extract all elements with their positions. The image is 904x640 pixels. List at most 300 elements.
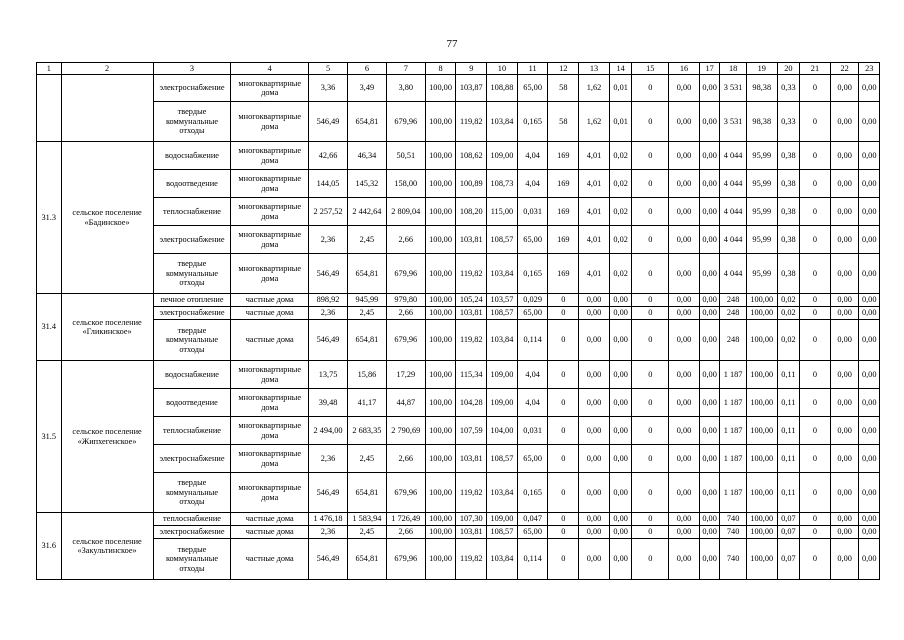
value-cell: 4 044 xyxy=(720,254,747,294)
column-number-header: 21 xyxy=(800,63,831,75)
value-cell: 119,82 xyxy=(456,473,487,513)
value-cell: 100,00 xyxy=(425,445,456,473)
value-cell: 0 xyxy=(800,445,831,473)
value-cell: 105,24 xyxy=(456,294,487,307)
housing-type: многоквартирные дома xyxy=(231,361,309,389)
value-cell: 2,45 xyxy=(347,226,386,254)
value-cell: 0 xyxy=(548,526,579,539)
column-number-header: 10 xyxy=(487,63,518,75)
value-cell: 1 187 xyxy=(720,417,747,445)
value-cell: 0,00 xyxy=(609,320,632,361)
value-cell: 0 xyxy=(632,361,669,389)
value-cell: 145,32 xyxy=(347,170,386,198)
value-cell: 0,031 xyxy=(517,198,548,226)
table-row xyxy=(37,445,880,473)
value-cell: 0,00 xyxy=(859,198,880,226)
value-cell: 0 xyxy=(632,445,669,473)
value-cell: 108,57 xyxy=(487,226,518,254)
table-row xyxy=(37,226,880,254)
table-row xyxy=(37,539,880,580)
value-cell: 0,00 xyxy=(669,539,700,580)
value-cell: 0,00 xyxy=(859,75,880,102)
value-cell: 0 xyxy=(548,294,579,307)
value-cell: 0,00 xyxy=(830,389,859,417)
value-cell: 0 xyxy=(548,445,579,473)
value-cell: 100,00 xyxy=(425,417,456,445)
value-cell: 0,00 xyxy=(669,294,700,307)
value-cell: 0 xyxy=(800,294,831,307)
value-cell: 0 xyxy=(800,389,831,417)
value-cell: 0,38 xyxy=(777,170,800,198)
column-number-header: 22 xyxy=(830,63,859,75)
column-number-header: 1 xyxy=(37,63,62,75)
service-type: твердые коммунальные отходы xyxy=(153,320,231,361)
value-cell: 103,81 xyxy=(456,445,487,473)
value-cell: 65,00 xyxy=(517,226,548,254)
value-cell: 2 494,00 xyxy=(309,417,348,445)
value-cell: 95,99 xyxy=(746,198,777,226)
value-cell: 945,99 xyxy=(347,294,386,307)
value-cell: 103,87 xyxy=(456,75,487,102)
value-cell: 0,029 xyxy=(517,294,548,307)
settlement-name: сельское поселение «Жипхегенское» xyxy=(61,361,153,513)
value-cell: 0,00 xyxy=(609,473,632,513)
value-cell: 0 xyxy=(800,417,831,445)
value-cell: 0,165 xyxy=(517,102,548,142)
table-row xyxy=(37,102,880,142)
column-number-header: 19 xyxy=(746,63,777,75)
value-cell: 95,99 xyxy=(746,226,777,254)
value-cell: 0,00 xyxy=(699,513,719,526)
value-cell: 1 187 xyxy=(720,445,747,473)
value-cell: 0,00 xyxy=(699,226,719,254)
value-cell: 41,17 xyxy=(347,389,386,417)
housing-type: многоквартирные дома xyxy=(231,254,309,294)
value-cell: 0 xyxy=(800,198,831,226)
value-cell: 0,00 xyxy=(859,294,880,307)
value-cell: 119,82 xyxy=(456,539,487,580)
column-number-header: 4 xyxy=(231,63,309,75)
value-cell: 0,00 xyxy=(699,254,719,294)
value-cell: 654,81 xyxy=(347,254,386,294)
value-cell: 115,00 xyxy=(487,198,518,226)
value-cell: 740 xyxy=(720,539,747,580)
value-cell: 2,36 xyxy=(309,526,348,539)
value-cell: 95,99 xyxy=(746,254,777,294)
value-cell: 13,75 xyxy=(309,361,348,389)
value-cell: 0,00 xyxy=(609,307,632,320)
value-cell: 0,00 xyxy=(669,170,700,198)
value-cell: 0,00 xyxy=(609,417,632,445)
service-type: печное отопление xyxy=(153,294,231,307)
value-cell: 0 xyxy=(632,254,669,294)
settlement-code xyxy=(37,75,62,142)
value-cell: 0 xyxy=(800,473,831,513)
table-row xyxy=(37,417,880,445)
value-cell: 0,00 xyxy=(699,294,719,307)
value-cell: 0,00 xyxy=(699,142,719,170)
value-cell: 0,00 xyxy=(830,513,859,526)
value-cell: 103,81 xyxy=(456,307,487,320)
value-cell: 0,00 xyxy=(830,226,859,254)
settlement-code: 31.4 xyxy=(37,294,62,361)
table-row xyxy=(37,254,880,294)
value-cell: 100,00 xyxy=(425,513,456,526)
value-cell: 0 xyxy=(632,142,669,170)
value-cell: 0,00 xyxy=(830,473,859,513)
table-row xyxy=(37,142,880,170)
column-number-header: 16 xyxy=(669,63,700,75)
value-cell: 740 xyxy=(720,513,747,526)
value-cell: 100,00 xyxy=(746,320,777,361)
value-cell: 3 531 xyxy=(720,102,747,142)
table-row xyxy=(37,320,880,361)
service-type: водоотведение xyxy=(153,170,231,198)
value-cell: 0,00 xyxy=(859,539,880,580)
value-cell: 15,86 xyxy=(347,361,386,389)
value-cell: 1 726,49 xyxy=(386,513,425,526)
value-cell: 0 xyxy=(548,539,579,580)
value-cell: 0,00 xyxy=(859,389,880,417)
value-cell: 0 xyxy=(800,102,831,142)
value-cell: 0,00 xyxy=(859,320,880,361)
column-number-header: 9 xyxy=(456,63,487,75)
value-cell: 0,00 xyxy=(859,473,880,513)
value-cell: 100,00 xyxy=(425,294,456,307)
value-cell: 0 xyxy=(632,320,669,361)
value-cell: 679,96 xyxy=(386,539,425,580)
value-cell: 4,04 xyxy=(517,361,548,389)
value-cell: 4,01 xyxy=(579,226,610,254)
value-cell: 0 xyxy=(548,320,579,361)
value-cell: 0 xyxy=(800,361,831,389)
housing-type: многоквартирные дома xyxy=(231,198,309,226)
value-cell: 0,114 xyxy=(517,320,548,361)
value-cell: 0 xyxy=(632,170,669,198)
value-cell: 65,00 xyxy=(517,445,548,473)
value-cell: 108,57 xyxy=(487,526,518,539)
value-cell: 119,82 xyxy=(456,320,487,361)
value-cell: 95,99 xyxy=(746,170,777,198)
column-number-header: 6 xyxy=(347,63,386,75)
column-number-header: 7 xyxy=(386,63,425,75)
value-cell: 1 583,94 xyxy=(347,513,386,526)
table-row xyxy=(37,526,880,539)
column-number-header: 12 xyxy=(548,63,579,75)
value-cell: 0,00 xyxy=(579,320,610,361)
value-cell: 0 xyxy=(800,75,831,102)
value-cell: 100,00 xyxy=(425,307,456,320)
value-cell: 2,36 xyxy=(309,226,348,254)
housing-type: многоквартирные дома xyxy=(231,226,309,254)
value-cell: 546,49 xyxy=(309,254,348,294)
value-cell: 0,00 xyxy=(669,307,700,320)
value-cell: 2,45 xyxy=(347,445,386,473)
value-cell: 546,49 xyxy=(309,539,348,580)
value-cell: 100,00 xyxy=(425,102,456,142)
value-cell: 546,49 xyxy=(309,320,348,361)
value-cell: 65,00 xyxy=(517,526,548,539)
value-cell: 108,88 xyxy=(487,75,518,102)
service-type: электроснабжение xyxy=(153,75,231,102)
value-cell: 0,00 xyxy=(579,526,610,539)
value-cell: 0 xyxy=(632,526,669,539)
value-cell: 0,00 xyxy=(830,102,859,142)
value-cell: 107,59 xyxy=(456,417,487,445)
value-cell: 4,01 xyxy=(579,254,610,294)
value-cell: 0,00 xyxy=(699,361,719,389)
value-cell: 0,00 xyxy=(859,417,880,445)
value-cell: 58 xyxy=(548,75,579,102)
value-cell: 0,02 xyxy=(777,320,800,361)
value-cell: 103,84 xyxy=(487,320,518,361)
value-cell: 0,00 xyxy=(609,389,632,417)
value-cell: 2,66 xyxy=(386,445,425,473)
value-cell: 0,00 xyxy=(830,320,859,361)
value-cell: 0,00 xyxy=(579,539,610,580)
housing-type: частные дома xyxy=(231,526,309,539)
service-type: водоснабжение xyxy=(153,361,231,389)
housing-type: многоквартирные дома xyxy=(231,102,309,142)
value-cell: 0,00 xyxy=(830,75,859,102)
value-cell: 119,82 xyxy=(456,254,487,294)
page-number: 77 xyxy=(446,38,458,50)
value-cell: 98,38 xyxy=(746,102,777,142)
value-cell: 42,66 xyxy=(309,142,348,170)
value-cell: 0 xyxy=(800,320,831,361)
value-cell: 46,34 xyxy=(347,142,386,170)
value-cell: 0,33 xyxy=(777,75,800,102)
value-cell: 654,81 xyxy=(347,539,386,580)
value-cell: 546,49 xyxy=(309,102,348,142)
value-cell: 108,57 xyxy=(487,307,518,320)
value-cell: 0,00 xyxy=(579,294,610,307)
value-cell: 0,00 xyxy=(669,102,700,142)
value-cell: 2,45 xyxy=(347,526,386,539)
value-cell: 0,00 xyxy=(669,75,700,102)
value-cell: 0,07 xyxy=(777,513,800,526)
value-cell: 0 xyxy=(632,539,669,580)
value-cell: 0,02 xyxy=(609,142,632,170)
value-cell: 0,01 xyxy=(609,75,632,102)
value-cell: 0,33 xyxy=(777,102,800,142)
housing-type: многоквартирные дома xyxy=(231,417,309,445)
column-number-header: 3 xyxy=(153,63,231,75)
value-cell: 0,11 xyxy=(777,445,800,473)
value-cell: 4,01 xyxy=(579,198,610,226)
value-cell: 2,66 xyxy=(386,307,425,320)
value-cell: 248 xyxy=(720,294,747,307)
value-cell: 3 531 xyxy=(720,75,747,102)
service-type: водоотведение xyxy=(153,389,231,417)
value-cell: 1 187 xyxy=(720,473,747,513)
value-cell: 0,07 xyxy=(777,539,800,580)
value-cell: 0,047 xyxy=(517,513,548,526)
value-cell: 979,80 xyxy=(386,294,425,307)
value-cell: 0 xyxy=(632,102,669,142)
housing-type: частные дома xyxy=(231,294,309,307)
value-cell: 100,00 xyxy=(425,198,456,226)
value-cell: 0,00 xyxy=(830,170,859,198)
value-cell: 0 xyxy=(632,513,669,526)
settlement-name: сельское поселение «Гликинское» xyxy=(61,294,153,361)
value-cell: 100,00 xyxy=(425,226,456,254)
value-cell: 0,00 xyxy=(669,473,700,513)
value-cell: 0 xyxy=(800,539,831,580)
value-cell: 0,00 xyxy=(699,170,719,198)
value-cell: 3,36 xyxy=(309,75,348,102)
value-cell: 0,00 xyxy=(699,75,719,102)
value-cell: 103,84 xyxy=(487,102,518,142)
value-cell: 0 xyxy=(548,513,579,526)
value-cell: 1 476,18 xyxy=(309,513,348,526)
housing-type: многоквартирные дома xyxy=(231,473,309,513)
value-cell: 103,81 xyxy=(456,226,487,254)
value-cell: 654,81 xyxy=(347,473,386,513)
value-cell: 679,96 xyxy=(386,473,425,513)
value-cell: 0,38 xyxy=(777,254,800,294)
value-cell: 0,00 xyxy=(579,417,610,445)
value-cell: 0,00 xyxy=(579,361,610,389)
value-cell: 1,62 xyxy=(579,102,610,142)
value-cell: 169 xyxy=(548,198,579,226)
value-cell: 0,00 xyxy=(830,417,859,445)
value-cell: 0 xyxy=(800,526,831,539)
value-cell: 0,00 xyxy=(669,417,700,445)
value-cell: 0,11 xyxy=(777,361,800,389)
service-type: теплоснабжение xyxy=(153,417,231,445)
value-cell: 4,01 xyxy=(579,170,610,198)
value-cell: 898,92 xyxy=(309,294,348,307)
column-number-header: 17 xyxy=(699,63,719,75)
value-cell: 0,00 xyxy=(830,526,859,539)
value-cell: 0,00 xyxy=(859,361,880,389)
value-cell: 158,00 xyxy=(386,170,425,198)
housing-type: многоквартирные дома xyxy=(231,75,309,102)
value-cell: 0,00 xyxy=(699,307,719,320)
service-type: электроснабжение xyxy=(153,226,231,254)
value-cell: 0,00 xyxy=(699,539,719,580)
service-type: твердые коммунальные отходы xyxy=(153,539,231,580)
value-cell: 17,29 xyxy=(386,361,425,389)
value-cell: 0,00 xyxy=(579,307,610,320)
value-cell: 0 xyxy=(632,226,669,254)
value-cell: 0,00 xyxy=(669,320,700,361)
table-row xyxy=(37,170,880,198)
value-cell: 0,00 xyxy=(859,226,880,254)
value-cell: 44,87 xyxy=(386,389,425,417)
value-cell: 103,84 xyxy=(487,254,518,294)
value-cell: 100,00 xyxy=(746,473,777,513)
value-cell: 0,00 xyxy=(859,526,880,539)
value-cell: 0,00 xyxy=(669,226,700,254)
value-cell: 2,45 xyxy=(347,307,386,320)
value-cell: 0 xyxy=(632,75,669,102)
value-cell: 0,00 xyxy=(859,445,880,473)
value-cell: 4,01 xyxy=(579,142,610,170)
value-cell: 0,00 xyxy=(669,254,700,294)
value-cell: 100,00 xyxy=(746,417,777,445)
value-cell: 2 683,35 xyxy=(347,417,386,445)
value-cell: 100,89 xyxy=(456,170,487,198)
value-cell: 4,04 xyxy=(517,142,548,170)
value-cell: 0,11 xyxy=(777,473,800,513)
value-cell: 100,00 xyxy=(425,254,456,294)
value-cell: 2 809,04 xyxy=(386,198,425,226)
value-cell: 1 187 xyxy=(720,361,747,389)
value-cell: 0,00 xyxy=(699,320,719,361)
value-cell: 103,81 xyxy=(456,526,487,539)
value-cell: 100,00 xyxy=(746,513,777,526)
value-cell: 100,00 xyxy=(425,539,456,580)
value-cell: 169 xyxy=(548,226,579,254)
value-cell: 0,02 xyxy=(609,198,632,226)
value-cell: 0,00 xyxy=(699,102,719,142)
value-cell: 169 xyxy=(548,142,579,170)
table-row xyxy=(37,361,880,389)
column-number-header: 18 xyxy=(720,63,747,75)
value-cell: 0,00 xyxy=(699,417,719,445)
header-row xyxy=(37,63,880,75)
value-cell: 100,00 xyxy=(746,445,777,473)
housing-type: частные дома xyxy=(231,539,309,580)
value-cell: 679,96 xyxy=(386,320,425,361)
value-cell: 39,48 xyxy=(309,389,348,417)
value-cell: 0,00 xyxy=(609,539,632,580)
value-cell: 0,00 xyxy=(859,170,880,198)
value-cell: 103,57 xyxy=(487,294,518,307)
value-cell: 0,00 xyxy=(830,361,859,389)
value-cell: 100,00 xyxy=(425,389,456,417)
value-cell: 2 790,69 xyxy=(386,417,425,445)
value-cell: 3,49 xyxy=(347,75,386,102)
value-cell: 0,00 xyxy=(830,254,859,294)
value-cell: 100,00 xyxy=(746,389,777,417)
value-cell: 0,07 xyxy=(777,526,800,539)
service-type: теплоснабжение xyxy=(153,198,231,226)
table-row xyxy=(37,294,880,307)
column-number-header: 20 xyxy=(777,63,800,75)
value-cell: 0,00 xyxy=(699,526,719,539)
service-type: электроснабжение xyxy=(153,526,231,539)
value-cell: 0 xyxy=(632,473,669,513)
value-cell: 740 xyxy=(720,526,747,539)
value-cell: 65,00 xyxy=(517,75,548,102)
value-cell: 0 xyxy=(632,294,669,307)
settlement-code: 31.6 xyxy=(37,513,62,580)
value-cell: 115,34 xyxy=(456,361,487,389)
service-type: электроснабжение xyxy=(153,445,231,473)
value-cell: 0,00 xyxy=(859,513,880,526)
table-row xyxy=(37,389,880,417)
value-cell: 0,00 xyxy=(669,513,700,526)
value-cell: 0,00 xyxy=(669,142,700,170)
value-cell: 0,00 xyxy=(579,445,610,473)
value-cell: 0,38 xyxy=(777,198,800,226)
value-cell: 109,00 xyxy=(487,389,518,417)
value-cell: 2,36 xyxy=(309,445,348,473)
value-cell: 0,00 xyxy=(830,445,859,473)
value-cell: 108,57 xyxy=(487,445,518,473)
value-cell: 0,02 xyxy=(609,170,632,198)
value-cell: 98,38 xyxy=(746,75,777,102)
value-cell: 0,00 xyxy=(669,445,700,473)
value-cell: 109,00 xyxy=(487,142,518,170)
value-cell: 2 257,52 xyxy=(309,198,348,226)
value-cell: 0,38 xyxy=(777,226,800,254)
table-body xyxy=(37,63,880,580)
value-cell: 107,30 xyxy=(456,513,487,526)
